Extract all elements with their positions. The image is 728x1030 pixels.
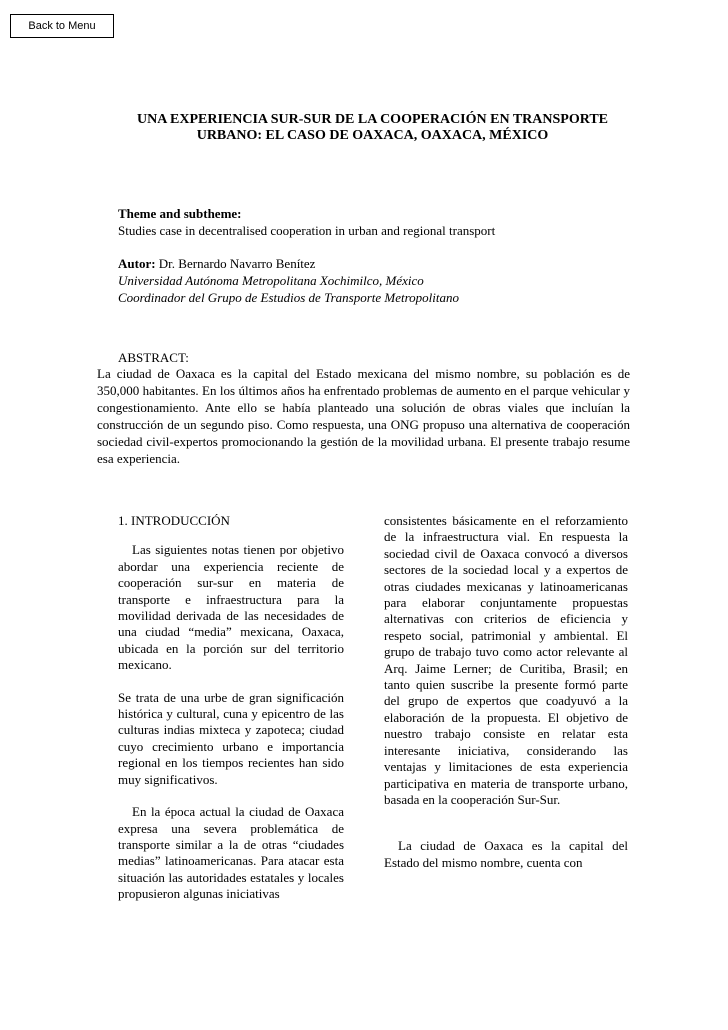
paragraph: Las siguientes notas tienen por objetivo abordar una experiencia reciente de cooperación sur-sur en materia de transporte e infraestructura para la movilidad derivada de las necesidades de una ciudad “media” mexicana, Oaxaca, ubicada en la porción sur del territorio mexicano. (118, 542, 344, 673)
left-column (118, 513, 344, 903)
back-to-menu-button[interactable]: Back to Menu (10, 14, 114, 38)
paragraph: consistentes básicamente en el reforzamiento de la infraestructura vial. En respuesta la sociedad civil de Oaxaca convocó a diversos sectores de la sociedad local y a expertos de otras ciudades mexicanas y latinoamericanas para elaborar conjuntamente propuestas alternativas con criterios de eficiencia y respeto social, patrimonial y ambiental. El grupo de trabajo tuvo como actor relevante al Arq. Jaime Lerner; de Curitiba, Brasil; en tanto quien suscribe la presente formó parte del grupo de expertos que coadyuvó a la elaboración de la propuesta. El objetivo de nuestro trabajo consiste en relatar esta interesante iniciativa, considerando las ventajas y limitaciones de esta experiencia participativa en materia de transporte urbano, basada en la cooperación Sur-Sur. (384, 513, 628, 807)
abstract-heading: ABSTRACT: (118, 350, 189, 365)
affiliation-university: Universidad Autónoma Metropolitana Xochimilco, México (118, 273, 424, 288)
paper-title: UNA EXPERIENCIA SUR-SUR DE LA COOPERACIÓN EN TRANSPORTE URBANO: EL CASO DE OAXACA, OAXACA, MÉXICO (136, 112, 609, 143)
right-column (384, 513, 628, 871)
author-line (118, 255, 658, 272)
affiliation-group: Coordinador del Grupo de Estudios de Transporte Metropolitano (118, 290, 460, 305)
author-section (118, 255, 658, 306)
author-name: Dr. Bernardo Navarro Benítez (158, 256, 316, 271)
section-heading: 1. INTRODUCCIÓN (118, 513, 230, 528)
author-label: Autor: (118, 256, 156, 271)
abstract-text: La ciudad de Oaxaca es la capital del Estado mexicana del mismo nombre, su población es de 350,000 habitantes. En los últimos años ha enfrentado problemas de aumento en el parque vehicular y congestionamiento. Ante ello se había planteado una solución de obras viales que incluían la construcción de un segundo piso. Como respuesta, una ONG propuso una alternativa de cooperación sociedad civil-expertos promocionando la gestión de la movilidad urbana. El presente trabajo resume esa experiencia. (97, 366, 630, 466)
paragraph: Se trata de una urbe de gran significación histórica y cultural, cuna y epicentro de las culturas indias mixteca y zapoteca; ciudad cuyo crecimiento urbano e importancia regional en los tiempos recientes han sido muy significativos. (118, 689, 344, 787)
theme-text: Studies case in decentralised cooperation in urban and regional transport (118, 223, 496, 238)
theme-section (118, 205, 658, 239)
theme-heading: Theme and subtheme: (118, 206, 242, 221)
paragraph: La ciudad de Oaxaca es la capital del Estado del mismo nombre, cuenta con (384, 838, 628, 870)
paragraph: En la época actual la ciudad de Oaxaca expresa una severa problemática de transporte similar a la de otras “ciudades medias” latinoamericanas. Para atacar esta situación las autoridades estatales y locales propusieron algunas iniciativas (118, 804, 344, 902)
